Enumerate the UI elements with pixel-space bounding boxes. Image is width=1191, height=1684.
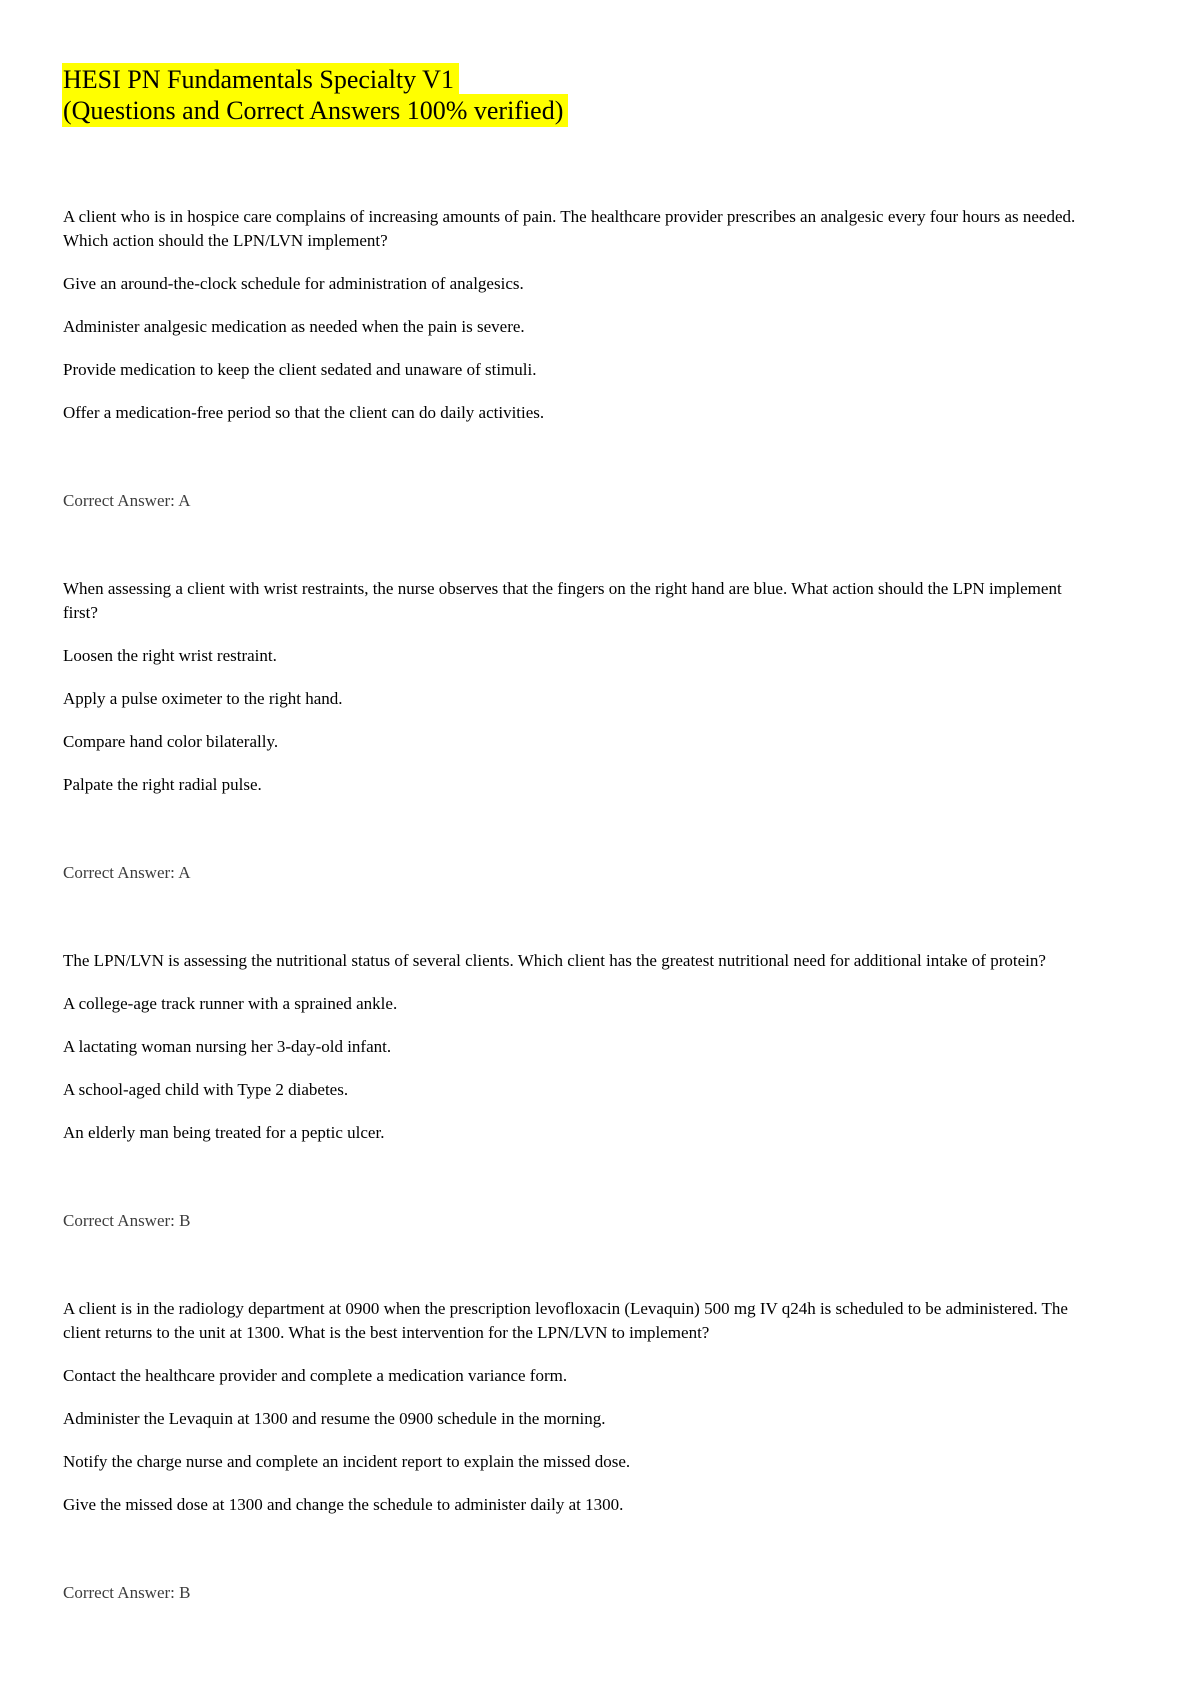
question-text: When assessing a client with wrist restraints, the nurse observes that the fingers on the right hand are blue. What action should the LPN implement first? <box>63 579 1062 622</box>
question-text: The LPN/LVN is assessing the nutritional status of several clients. Which client has the greatest nutritional need for additional intake of protein? <box>63 951 1046 970</box>
option-text: A school-aged child with Type 2 diabetes. <box>63 1080 349 1099</box>
options <box>63 272 1085 425</box>
option-text: Contact the healthcare provider and complete a medication variance form. <box>63 1366 568 1385</box>
question-text: A client who is in hospice care complains of increasing amounts of pain. The healthcare provider prescribes an analgesic every four hours as needed. Which action should the LPN/LVN implement? <box>63 207 1076 250</box>
question-block <box>63 205 1085 513</box>
page-title <box>63 64 1085 126</box>
options <box>63 1364 1085 1517</box>
option-text: Palpate the right radial pulse. <box>63 775 262 794</box>
question-block <box>63 1297 1085 1605</box>
option-text: A college-age track runner with a sprained ankle. <box>63 994 398 1013</box>
option-text: Provide medication to keep the client sedated and unaware of stimuli. <box>63 360 537 379</box>
option-text: Offer a medication-free period so that the client can do daily activities. <box>63 403 545 422</box>
document-page <box>63 64 1085 1669</box>
option-text: Compare hand color bilaterally. <box>63 732 279 751</box>
option-text: Apply a pulse oximeter to the right hand. <box>63 689 343 708</box>
option-text: Give the missed dose at 1300 and change the schedule to administer daily at 1300. <box>63 1495 624 1514</box>
option-text: Administer analgesic medication as needed when the pain is severe. <box>63 317 525 336</box>
correct-answer: Correct Answer: B <box>63 1211 191 1230</box>
options <box>63 644 1085 797</box>
option-text: Loosen the right wrist restraint. <box>63 646 277 665</box>
question-block <box>63 949 1085 1233</box>
option-text: Administer the Levaquin at 1300 and resume the 0900 schedule in the morning. <box>63 1409 606 1428</box>
options <box>63 992 1085 1145</box>
correct-answer: Correct Answer: A <box>63 491 191 510</box>
option-text: An elderly man being treated for a peptic ulcer. <box>63 1123 385 1142</box>
questions-list <box>63 205 1085 1605</box>
option-text: Notify the charge nurse and complete an incident report to explain the missed dose. <box>63 1452 631 1471</box>
question-block <box>63 577 1085 885</box>
correct-answer: Correct Answer: A <box>63 863 191 882</box>
page-title-line1: HESI PN Fundamentals Specialty V1 <box>62 63 459 96</box>
correct-answer: Correct Answer: B <box>63 1583 191 1602</box>
option-text: A lactating woman nursing her 3-day-old infant. <box>63 1037 392 1056</box>
question-text: A client is in the radiology department at 0900 when the prescription levofloxacin (Levaquin) 500 mg IV q24h is scheduled to be administered. The client returns to the unit at 1300. What is the best intervention for the LPN/LVN to implement? <box>63 1299 1068 1342</box>
page-title-line2: (Questions and Correct Answers 100% verified) <box>62 94 568 127</box>
option-text: Give an around-the-clock schedule for administration of analgesics. <box>63 274 524 293</box>
